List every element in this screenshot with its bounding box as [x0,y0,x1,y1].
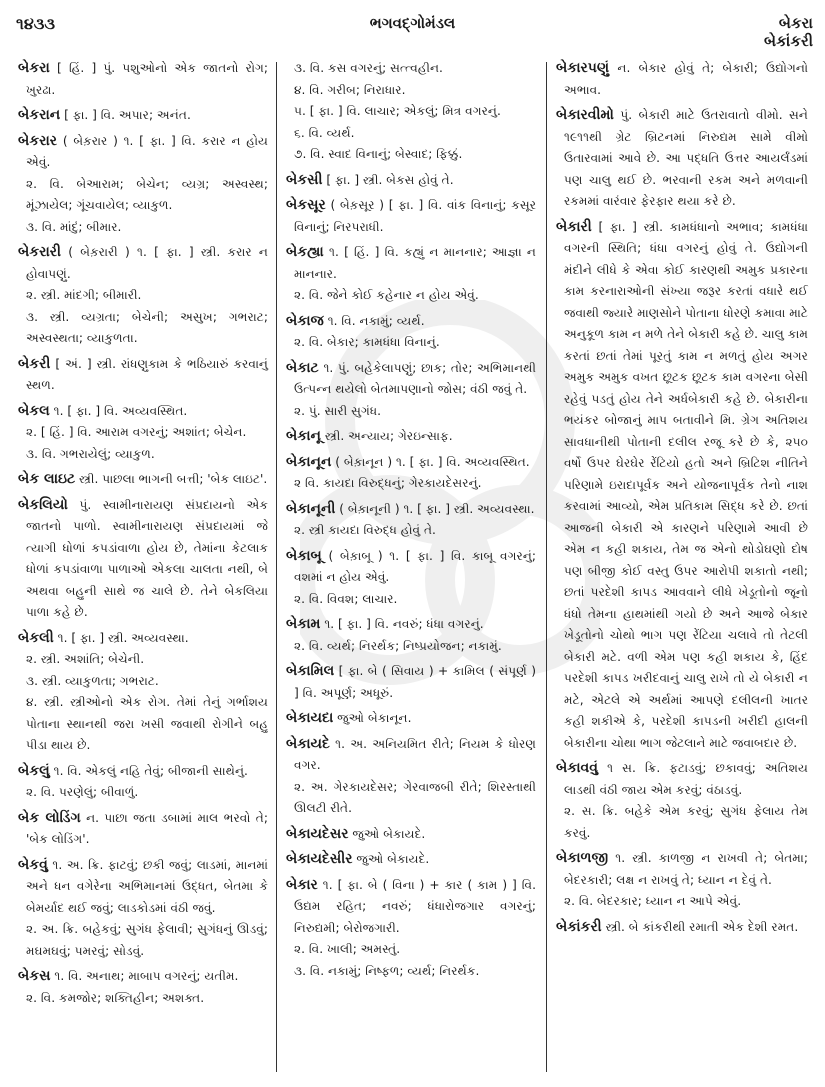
headword: બેકાનૂ [286,428,321,444]
dictionary-entry [556,58,808,101]
entry-line [18,469,268,491]
sense-definition: ૨. વિ. વિવશ; લાચાર. [294,591,398,606]
headword: બેકામ [286,616,321,632]
sense-definition: ૨. પું. સારી સુગંધ. [294,403,382,418]
sense-definition: ૨. [ હિં. ] વિ. આરામ વગરનું; અશાંત; બેચેન. [26,425,247,439]
dictionary-entry [18,58,268,101]
sense-definition: ૭. વિ. સ્વાદ વિનાનું; બેસ્વાદ; ફિક્કું. [294,147,463,161]
definition-text: ( બેક઼રાર ) ૧. [ ફા. ] વિ. કરાર ન હોય એવું. [26,133,268,169]
definition-text: ન. બેકાર હોવું તે; બેકારી; ઉદ્યોગનો અભાવ. [564,61,808,97]
dictionary-entry [18,628,268,757]
headword: બેકલું [18,762,50,779]
dictionary-entry [18,808,268,851]
entry-line [286,661,536,704]
dictionary-entry [286,734,536,820]
sense-definition: ૩. સ્ત્રી. વ્યગ્રતા; બેચેની; અસુખ; ગભરાટ; અસ્વસ્થતા; વ્યાકુળતા. [26,309,268,345]
definition-text: પું. બેકારી માટે ઉતરાવાતો વીમો. સને ૧૯૧૧થી ગ્રેટ બ્રિટનમાં નિરુદ્યમ સામે વીમો ઉતારવામાં આવે છે. આ પદ્ધતિ ઉત્તર આયર્લંડમાં પણ ચાલુ થઈ છે. ભરવાની રકમ અને મળવાની રકમમાં વારંવાર ફેરફાર થયા કરે છે. [564,108,808,208]
entry-line [556,58,808,101]
column-3 [556,58,808,942]
definition-text: [ ફા. ] વિ. અપાર; અનંત. [64,108,191,122]
headword: બેકાનૂન [286,453,332,470]
headword: બેકાળજી [556,850,609,866]
entry-line [286,614,536,636]
guide-words [764,14,813,50]
definition-text: [ હિં. ] પું. પશુઓનો એક જાતનો રોગ; ખુરઢા. [26,61,268,97]
column-divider [276,62,277,1072]
entry-line [286,546,536,589]
definition-text: [ અં. ] સ્ત્રી. રાંધણુકામ કે ભઠિયારું કરવાનું સ્થળ. [26,356,269,392]
entry-line [286,452,536,474]
headword: બેકાયદેસર [286,825,349,842]
headword: બેકાયદે [286,735,330,752]
entry-line [286,311,536,333]
sense-definition: ૨. વિ. બેદરકાર; ધ્યાન ન આપે એવું. [564,894,742,908]
definition-text: ૧. [ ફા. ] વિ. અવ્યવસ્થિત. [53,403,188,418]
entry-line [18,966,268,988]
definition-text: ( બેક઼ાબૂ ) ૧. [ ફા. ] વિ. કાબૂ વગરનું; વશમાં ન હોય એવું. [294,548,536,584]
sense-definition: ૨. વિ. બેઆરામ; બેચેન; વ્યગ્ર; અસ્વસ્થ; મૂંઝાયેલ; ગૂંચવાયેલ; વ્યાકુળ. [26,176,268,212]
definition-text: ૧. અ. અનિયમિત રીતે; નિયમ કે ધોરણ વગર. [294,736,536,772]
dictionary-entry [18,131,268,239]
entry-line [286,242,536,285]
headword: બેકસ [18,968,51,984]
entry-line [18,495,268,624]
dictionary-entry [556,917,808,939]
headword: બેકાંકરી [556,918,602,935]
entry-line [286,358,536,401]
sense-definition: ૨. વિ. જેને કોઈ કહેનાર ન હોય એવું. [294,288,479,302]
entry-line [286,499,536,521]
definition-text: ૧. સ્ત્રી. કાળજી ન રાખવી તે; બેતમા; બેદરકારી; લક્ષ ન રાખવું તે; ધ્યાન ન દેવું તે. [564,851,809,887]
dictionary-entry [286,170,536,192]
entry-line [286,426,536,448]
entry-line [556,848,808,891]
dictionary-entry [286,875,536,983]
sense-definition: ૨. વિ. કમજોર; શક્તિહીન; અશક્ત. [26,990,205,1005]
definition-text: ૧ સ. ક્રિ. ફટાડવું; છકાવવું; અતિશય લાડથી વંઠી જાય એમ કરવું; વંઠાડવું. [564,761,809,797]
definition-text: ન. પાછા જતા ડબામાં માલ ભરવો તે; 'બેક લોડિંગ'. [26,810,268,846]
dictionary-entry [18,761,268,804]
entry-line [286,849,536,871]
guide-word-first: બેકરા [778,14,813,32]
definition-text: સ્ત્રી. બે કાંકરીથી રમાતી એક દેશી રમત. [605,919,799,934]
definition-text: જુઓ બેકાયદે. [356,852,430,866]
sense-definition: ૨. વિ. ખાલી; અમસ્તું. [294,942,401,956]
dictionary-entry [18,855,268,963]
sense-definition: ૪. સ્ત્રી. સ્ત્રીઓનો એક રોગ. તેમાં તેનું ગર્ભાશય પોતાના સ્થાનથી જરા ખસી જવાથી રોગીને બહુ પીડા થાય છે. [26,695,268,752]
sense-definition: ૩. સ્ત્રી. વ્યાકુળતા; ગભરાટ. [26,673,159,688]
headword: બેકરા [18,60,50,76]
page-header [0,0,825,55]
definition-text: જુઓ બેકાનૂન. [337,711,412,725]
sense-definition: ૨ વિ. કાયદા વિરુદ્ધનું; ગેરકાયદેસરનું. [294,476,482,490]
dictionary-entry [286,311,536,354]
headword: બેકાયદા [286,710,334,726]
dictionary-entry [18,242,268,350]
headword: બેકાવવું [556,760,598,776]
dictionary-entry [556,758,808,844]
headword: બેકારવીમો [556,107,614,123]
entry-line [556,917,808,939]
sense-definition: ૪. વિ. ગરીબ; નિરાધાર. [294,82,406,97]
definition-text: જુઓ બેકાયદે. [352,826,426,841]
headword: બેક લોડિંગ [18,809,81,826]
dictionary-entry [286,195,536,238]
definition-text: ૧. પું. બહેકેલાપણું; છાક; તોર; અભિમાનથી ઉત્પન્ન થયેલો બેતમાપણાનો જોસ; વંઠી જવું તે. [294,360,537,396]
definition-text: ૧. [ ફા. ] સ્ત્રી. અવ્યવસ્થા. [57,630,189,645]
headword: બેકામિલ [286,663,335,679]
headword: બેકારપણું [556,60,610,76]
headword: બેક લાઇટ [18,471,76,487]
dictionary-entry [556,848,808,913]
headword: બેકાનૂની [286,500,336,517]
dictionary-entry [286,58,536,166]
headword: બેકલી [18,629,54,646]
sense-definition: ૫. [ ફા. ] વિ. લાચાર; એકલું; મિત્ર વગરનું. [294,104,501,118]
definition-text: ૧. [ હિં. ] વિ. કહ્યું ન માનનાર; આજ્ઞા ન માનનાર. [294,245,536,281]
entry-line [286,195,536,238]
entry-line [18,761,268,783]
sense-definition: ૩. વિ. કસ વગરનું; સત્ત્વહીન. [294,61,443,75]
definition-text: ૧. [ ફા. બે ( વિના ) + કાર ( કામ ) ] વિ. ઉદ્યમ રહિત; નવરું; ધંધારોજગાર વગરનું; નિરુદ્યમી; બેરોજગારી. [294,877,536,935]
page-number: ૧૪૩૩ [16,14,56,33]
entry-line [18,58,268,101]
entry-line [556,758,808,801]
entry-line [18,131,268,174]
dictionary-entry [286,358,536,423]
sense-definition: ૨. સ્ત્રી કાયદા વિરુદ્ધ હોવું તે. [294,523,436,537]
definition-text: [ ફા. ] સ્ત્રી. કામધંધાનો અભાવ; કામધંધા વગરની સ્થિતિ; ધંધા વગરનું હોવું તે. ઉદ્યોગની મંદીને લીધે કે એવા કોઈ કારણથી અમુક પ્રકારના કામ કરનારાઓની સંખ્યા જરૂર કરતાં વધારે થઈ જવાથી જ્યારે માણસોને પોતાના ધોરણે કમાવા માટે અનુકૂળ કામ ન મળે તેને બેકારી કહે છે. ચાલુ કામ કરતાં છતાં તેમાં પૂરતું કામ ન મળતું હોય અગર અમુક અમુક વખત છૂટક છૂટક કામ વગરના બેસી રહેવું પડતું હોય તેને અર્ધબેકારી કહે છે. બેકારીના ભયંકર બોજાનું માપ બતાવીને મિ. ગ્રેગ અતિશય સાવધાનીથી પોતાની દલીલ રજૂ કરે છે કે, ૨૫૦ વર્ષો ઉપર ઘેરઘેર રેંટિયો હતો અને બ્રિટિશ નીતિને પરિણામે ઇરાદાપૂર્વક અને યોજનાપૂર્વક તેનો નાશ કરવામાં આવ્યો, એમ પ્રતિકામ સિદ્ધ કરે છે. છતાં આજની બેકારી એ કારણને પરિણામે આવી છે એમ ન કહી શકાય, તેમ જ એનો થોડોઘણો દોષ પણ બીજી કોઈ વસ્તુ ઉપર આરોપી શકાતો નથી; છતાં પરદેશી કાપડ આવવાને લીધે ખેડૂતોનો જૂનો ધંધો તેમના હાથમાંથી ગયો છે અને આજે બેકાર ખેડૂતોનો ચોથો ભાગ પણ રેંટિયા ચલાવે તો તેટલી બેકારી મટે. વળી એમ પણ કહી શકાય કે, હિંદ પરદેશી કાપડ ખરીદવાનું ચાલુ રાખે તો યે બેકારી ન મટે, એટલે એ અર્થમાં આપણે દલીલની ખાતર કહી શકીએ કે, પરદેશી કાપડની ખરીદી હાલની બેકારીના ચોથા ભાગ જેટલાને માટે જવાબદાર છે. [564,219,809,750]
headword: બેકાટ [286,359,319,376]
dictionary-entry [286,849,536,871]
headword: બેકાબૂ [286,547,322,564]
headword: બેકસૂર [286,197,326,213]
headword: બેકાજ [286,312,324,329]
dictionary-entry [18,495,268,624]
definition-text: [ ફા. બે ( સિવાય ) + કામિલ ( સંપૂર્ણ ) ] વિ. અપૂર્ણ; અધૂરું. [294,664,536,700]
definition-text: ( બેક઼ાનૂન ) ૧. [ ફા. ] વિ. અવ્યવસ્થિત. [335,454,530,469]
entry-line [18,401,268,423]
definition-text: ( બેક઼ાનૂની ) ૧. [ ફા. ] સ્ત્રી. અવ્યવસ્થા. [339,501,535,516]
sense-definition: ૨. સ્ત્રી. અશાંતિ; બેચેની. [26,652,145,666]
headword: બેકવું [18,856,48,873]
running-title: ભગવદ્ગોમંડલ [369,14,456,32]
dictionary-entry [286,546,536,611]
entry-line [18,808,268,851]
sense-definition: ૬. વિ. વ્યર્થ. [294,125,355,140]
dictionary-entry [286,452,536,495]
definition-text: પું. સ્વામીનારાયણ સંપ્રદાયનો એક જાતનો પાળો. સ્વામીનારાયણ સંપ્રદાયમાં જે ત્યાગી ધોળાં કપડાંવાળા હોય છે, તેમાંના કેટલાક ધોળાં કપડાંવાળા પાળાઓ એકલા ચાલતા નથી, બે અથવા બહુની સાથે જ ચાલે છે. તેને બેકલિયા પાળા કહે છે. [26,497,268,619]
dictionary-entry [286,708,536,730]
dictionary-entry [18,105,268,127]
definition-text: ( બેક઼સૂર ) [ ફા. ] વિ. વાંક વિનાનું; કસૂર વિનાનું; નિરપરાધી. [294,198,537,234]
entry-line [18,354,268,397]
entry-line [286,875,536,940]
headword: બેકહ્યા [286,244,324,260]
definition-text: [ ફા. ] સ્ત્રી. બેકસ હોવું તે. [326,172,454,187]
headword: બેકરાન [18,107,61,123]
headword: બેકલ [18,402,50,419]
sense-definition: ૩. વિ. નકામું; નિષ્ફળ; વ્યર્થ; નિરર્થક. [294,963,480,978]
entry-line [18,242,268,285]
definition-text: સ્ત્રી. અન્યાય; ગેરઇન્સાફ. [324,429,453,443]
headword: બેકલિયો [18,496,68,513]
headword: બેકસી [286,171,323,188]
sense-definition: ૩. વિ. ગભરાયેલું; વ્યાકુળ. [26,446,155,461]
sense-definition: ૩. વિ. માંદું; બીમાર. [26,219,122,234]
dictionary-entry [286,426,536,448]
dictionary-entry [286,499,536,542]
sense-definition: ૨. સ. ક્રિ. બહેકે એમ કરવું; સુગંધ ફેલાય તેમ કરવું. [564,804,808,840]
sense-definition: ૨. અ. ગેરકાયદેસર; ગેરવાજબી રીતે; શિરસ્તાથી ઊલટી રીતે. [294,779,536,815]
entry-line [556,217,808,755]
headword: બેકરાર [18,132,58,149]
column-divider [546,62,547,1072]
entry-line [286,824,536,846]
entry-line [18,105,268,127]
definition-text: ૧. [ ફા. ] વિ. નવરું; ધંધા વગરનું. [324,617,484,631]
headword: બેકરી [18,355,51,372]
dictionary-entry [286,824,536,846]
column-2 [286,58,536,986]
dictionary-entry [556,217,808,755]
sense-definition: ૨. વિ. પરણેલું; બીવાળું. [26,785,139,799]
dictionary-entry [18,354,268,397]
definition-text: ૧. અ. ક્રિ. ફાટવું; છકી જવું; લાડમાં, માનમાં અને ધન વગેરેના અભિમાનમાં ઉદ્ધત, બેતમા કે બેમર્યાદ થઈ જવું; લાડકોડમાં વંઠી જવું. [26,857,268,915]
definition-text: ( બેક઼રારી ) ૧. [ ફા. ] સ્ત્રી. કરાર ન હોવાપણું. [26,245,268,281]
dictionary-entry [286,661,536,704]
sense-definition: ૨. વિ. બેકાર; કામધંધા વિનાનું. [294,335,440,349]
dictionary-entry [18,966,268,1009]
entry-line [18,628,268,650]
dictionary-entry [286,614,536,657]
definition-text: ૧. વિ. એકલું નહિ તેવું; બીજાની સાથેનું. [53,763,248,778]
guide-word-last: બેકાંકરી [764,32,813,50]
dictionary-entry [18,469,268,491]
headword: બેકરારી [18,244,62,260]
headword: બેકારી [556,218,592,235]
column-1 [18,58,268,1013]
sense-definition: ૨. અ. ક્રિ. બહેકવું; સુગંધ ફેલાવી; સુગંધનું ઊડવું; મઘમઘવું; પમરવું; સોડવું. [26,922,268,958]
sense-definition: ૨. સ્ત્રી. માંદગી; બીમારી. [26,288,142,302]
definition-text: સ્ત્રી. પાછલા ભાગની બત્તી; 'બેક લાઇટ'. [79,472,268,486]
sense-definition: ૨. વિ. વ્યર્થ; નિરર્થક; નિષ્પ્રયોજન; નકામું. [294,638,502,653]
headword: બેકાર [286,876,318,893]
headword: બેકાયદેસીર [286,851,353,867]
dictionary-entry [286,242,536,307]
definition-text: ૧. વિ. અનાથ; માબાપ વગરનું; યતીમ. [54,969,239,983]
entry-line [286,170,536,192]
entry-line [286,734,536,777]
dictionary-entry [556,105,808,213]
entry-line [18,855,268,920]
dictionary-entry [18,401,268,466]
entry-line [556,105,808,213]
definition-text: ૧. વિ. નકામું; વ્યર્થ. [327,313,425,328]
entry-line [286,708,536,730]
